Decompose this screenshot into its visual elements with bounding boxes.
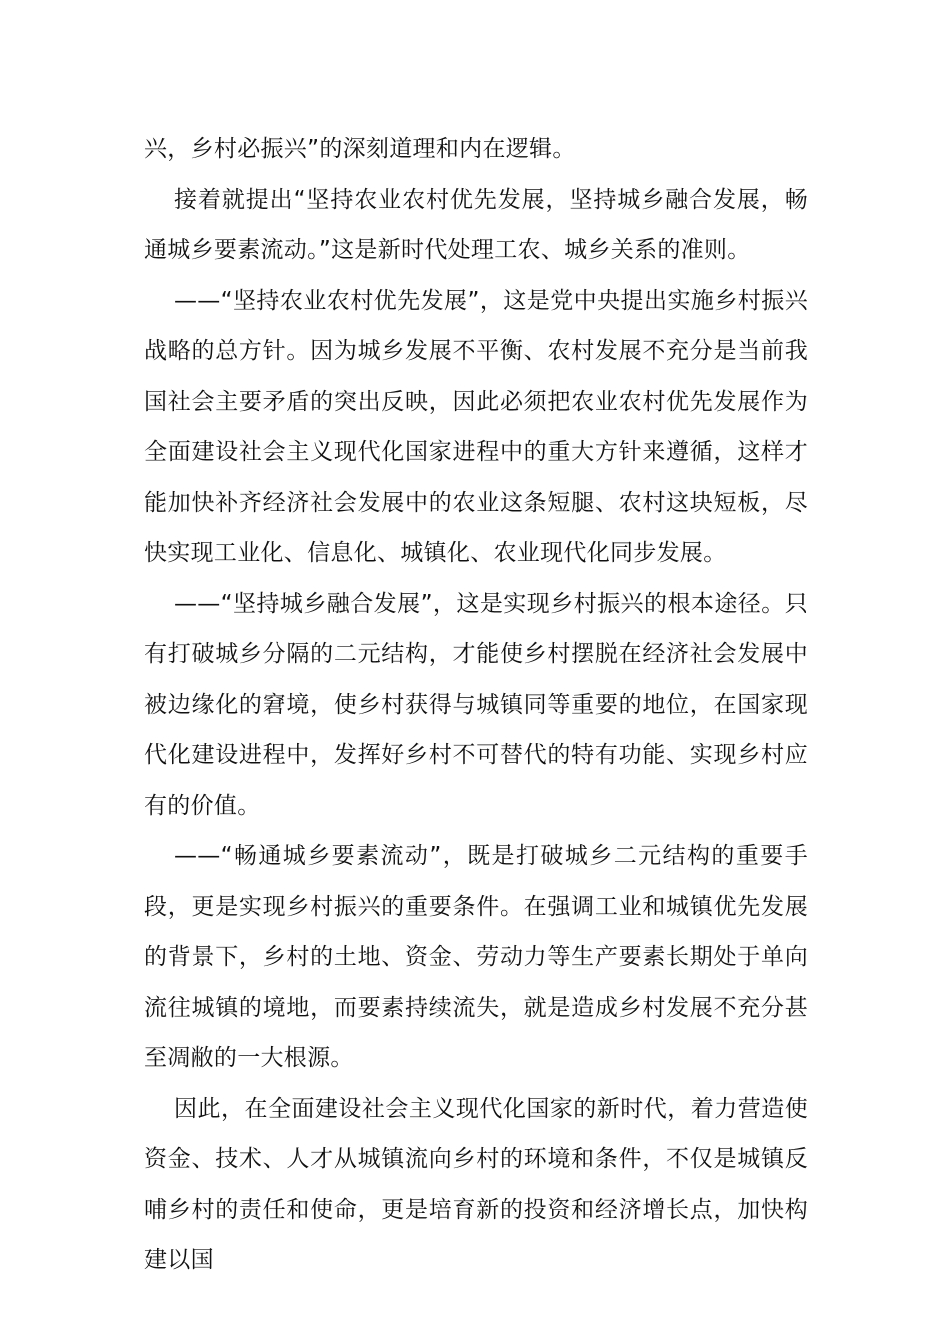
paragraph-urban-rural-integration: ——“坚持城乡融合发展”，这是实现乡村振兴的根本途径。只有打破城乡分隔的二元结构，才能使乡村摆脱在经济社会发展中被边缘化的窘境，使乡村获得与城镇同等重要的地位，在国家现代化建设进程中，发挥好乡村不可替代的特有功能、实现乡村应有的价值。: [144, 590, 808, 819]
paragraph-factor-flow: ——“畅通城乡要素流动”，既是打破城乡二元结构的重要手段，更是实现乡村振兴的重要条件。在强调工业和城镇优先发展的背景下，乡村的土地、资金、劳动力等生产要素长期处于单向流往城镇的境地，而要素持续流失，就是造成乡村发展不充分甚至凋敝的一大根源。: [144, 843, 808, 1071]
paragraph-conclusion: 因此，在全面建设社会主义现代化国家的新时代，着力营造使资金、技术、人才从城镇流向乡村的环境和条件，不仅是城镇反哺乡村的责任和使命，更是培育新的投资和经济增长点，加快构建以国: [144, 1095, 808, 1273]
body-text: [144, 124, 808, 1286]
paragraph-principles: 接着就提出“坚持农业农村优先发展，坚持城乡融合发展，畅通城乡要素流动。”这是新时代处理工农、城乡关系的准则。: [144, 186, 808, 263]
paragraph-agriculture-priority: ——“坚持农业农村优先发展”，这是党中央提出实施乡村振兴战略的总方针。因为城乡发展不平衡、农村发展不充分是当前我国社会主要矛盾的突出反映，因此必须把农业农村优先发展作为全面建设社会主义现代化国家进程中的重大方针来遵循，这样才能加快补齐经济社会发展中的农业这条短腿、农村这块短板，尽快实现工业化、信息化、城镇化、农业现代化同步发展。: [144, 287, 808, 566]
paragraph-continuation: 兴，乡村必振兴”的深刻道理和内在逻辑。: [144, 136, 576, 162]
